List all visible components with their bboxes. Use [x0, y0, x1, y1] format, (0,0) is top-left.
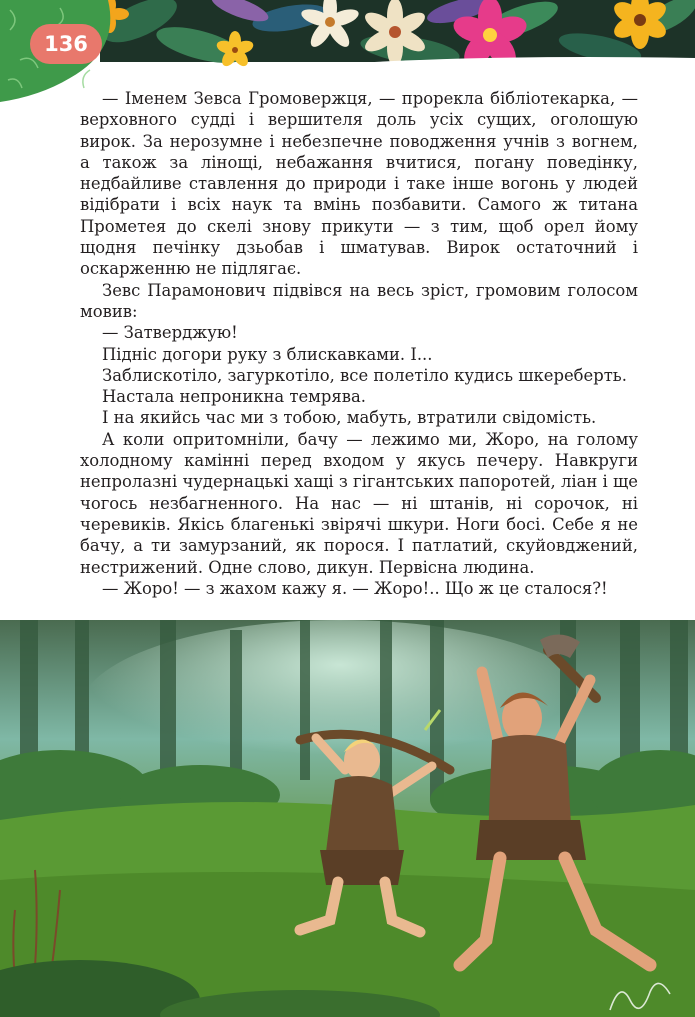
cavemen-forest-art [0, 620, 695, 1017]
paragraph: Настала непроникна темрява. [102, 387, 366, 407]
paragraph: Зевс Парамонович підвівся на весь зріст, громовим голосом мовив: [80, 280, 638, 321]
paragraph: Підніс догори руку з блискавками. І... [102, 344, 433, 364]
paragraph: — Затверджую! [102, 323, 238, 343]
paragraph: — Жоро! — з жахом кажу я. — Жоро!.. Що ж це сталося?! [102, 578, 608, 598]
paragraph: І на якийсь час ми з тобою, мабуть, втратили свідомість. [102, 408, 597, 428]
forest-illustration [0, 620, 695, 1017]
page-number: 136 [44, 32, 88, 56]
page-number-badge [30, 24, 102, 64]
paragraph: А коли опритомніли, бачу — лежимо ми, Жоро, на голому холодному камінні перед входом у якусь печеру. Навкруги непролазні чудернацькі хащі з гігантських папоротей, ліан і ще чогось незбагненного. На нас — ні штанів, ні сорочок, ні черевиків. Якісь благенькі звірячі шкури. Ноги босі. Себе я не бачу, а ти замурзаний, як порося. І патлатий, скуйовджений, нестрижений. Одне слово, дикун. Первісна людина. [80, 429, 638, 577]
story-text [80, 88, 638, 599]
paragraph: Заблискотіло, загуркотіло, все полетіло кудись шкереберть. [102, 365, 627, 385]
paragraph: — Іменем Зевса Громовержця, — прорекла бібліотекарка, — верховного судді і вершителя доль усіх сущих, оголошую вирок. За нерозумне і небезпечне поводження учнів з вогнем, а також за лінощі, небажання вчитися, погану поведінку, недбайливе ставлення до природи і таке інше вогонь у людей відібрати і всіх наук та вмінь позбавити. Самого ж титана Прометея до скелі знову прикути — з тим, щоб орел йому щодня печінку дзьобав і шматував. Вирок остаточний і оскарженню не підлягає. [80, 89, 638, 279]
